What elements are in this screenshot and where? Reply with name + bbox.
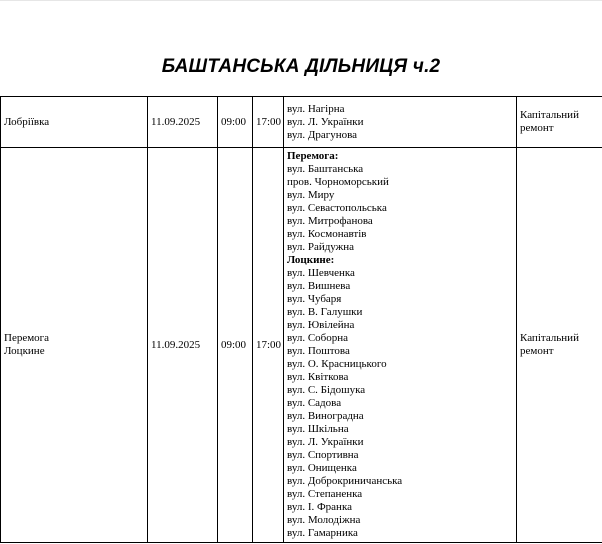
street-item: вул. Поштова [287,345,350,357]
location-cell [1,97,148,148]
street-item: вул. Шевченка [287,267,355,279]
location-name: Перемога [4,332,50,344]
date-cell: 11.09.2025 [148,148,218,543]
start-time-cell: 09:00 [218,97,253,148]
street-item: вул. Молодіжна [287,514,361,526]
street-item: вул. Чубаря [287,293,342,305]
street-item: вул. Космонавтів [287,228,367,240]
table-row [1,97,602,148]
work-type-line: ремонт [520,122,554,134]
page-title: БАШТАНСЬКА ДІЛЬНИЦЯ ч.2 [161,56,441,77]
top-divider [0,0,602,1]
streets-cell [284,148,517,543]
street-item: вул. Гамарника [287,527,358,539]
street-item: вул. Шкільна [287,423,349,435]
street-item: вул. Степаненка [287,488,363,500]
street-item: вул. Садова [287,397,342,409]
street-item: вул. Ювілейна [287,319,355,331]
street-item: вул. Нагірна [287,102,345,115]
location-name: Лоцкине [4,345,45,357]
end-time-cell: 17:00 [253,97,284,148]
end-time-cell: 17:00 [253,148,284,543]
work-type-cell [517,148,602,543]
street-item: вул. І. Франка [287,501,353,513]
street-item: вул. Миру [287,189,335,201]
street-item: вул. О. Красницького [287,358,387,370]
street-item: вул. Онищенка [287,462,357,474]
street-item: вул. Спортивна [287,449,359,461]
street-item: вул. Севастопольська [287,202,387,214]
street-item: вул. Доброкриничанська [287,475,403,487]
street-item: пров. Чорноморський [287,176,389,188]
table-row [1,148,602,543]
location-name: Лобріївка [4,115,50,128]
work-type-line: Капітальний [520,109,579,121]
start-time-cell: 09:00 [218,148,253,543]
street-item: вул. С. Бідошука [287,384,366,396]
work-type-cell [517,97,602,148]
street-item: вул. Квіткова [287,371,349,383]
street-item: вул. Л. Українки [287,115,364,128]
street-item: вул. В. Галушки [287,306,363,318]
date-cell: 11.09.2025 [148,97,218,148]
street-item: вул. Баштанська [287,163,364,175]
settlement-group-label: Перемога: [287,150,339,162]
street-item: вул. Райдужна [287,241,355,253]
street-item: вул. Соборна [287,332,349,344]
streets-cell [284,97,517,148]
street-item: вул. Л. Українки [287,436,364,448]
street-item: вул. Митрофанова [287,215,373,227]
work-type-line: ремонт [520,345,554,357]
settlement-group-label: Лоцкине: [287,254,335,266]
work-type-line: Капітальний [520,332,579,344]
street-item: вул. Виноградна [287,410,364,422]
outage-schedule-table [0,96,602,543]
street-item: вул. Драгунова [287,128,358,141]
location-cell [1,148,148,543]
street-item: вул. Вишнева [287,280,351,292]
